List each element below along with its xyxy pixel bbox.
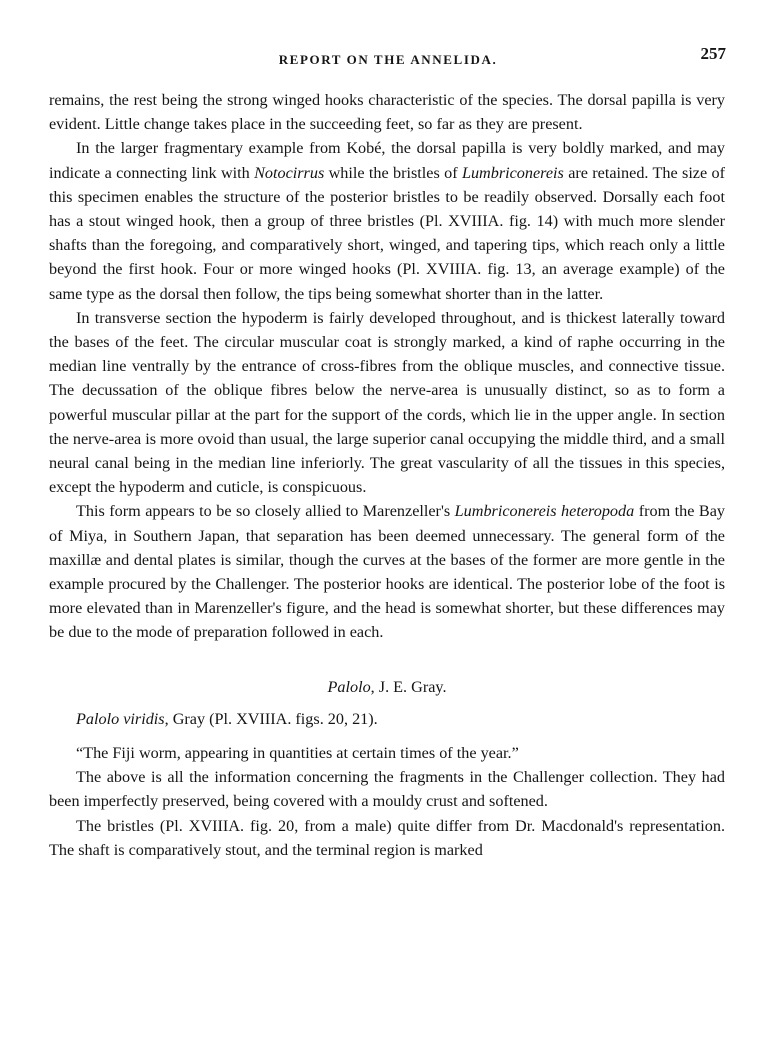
- taxon-lumbriconereis: Lumbriconereis: [461, 163, 564, 182]
- taxon-lumbriconereis-heteropoda: Lumbriconereis heteropoda: [454, 502, 635, 521]
- species-reference: , Gray (Pl. XVIIIA. figs. 20, 21).: [164, 709, 378, 728]
- species-name: Palolo viridis: [76, 709, 165, 728]
- genus-name: Palolo: [327, 677, 371, 696]
- page-header: [0, 44, 776, 70]
- taxon-notocirrus: Notocirrus: [254, 163, 325, 182]
- paragraph-collection-note: The above is all the information concerning the fragments in the Challenger collection. They had been imperfectly preserved, being covered with a mouldy crust and softened.: [49, 768, 725, 811]
- paragraph-transverse-section: In transverse section the hypoderm is fairly developed throughout, and is thickest laterally toward the bases of the feet. The circular muscular coat is strongly marked, a kind of raphe occurring in the median line ventrally by the entrance of cross-fibres from the oblique muscles, and connective tissue. The decussation of the oblique fibres below the nerve-area is unusually distinct, so as to form a powerful muscular pillar at the part for the support of the cords, which lie in the upper angle. In section the nerve-area is more ovoid than usual, the large superior canal occupying the middle third, and a small neural canal being in the median line inferiorly. The great vascularity of all the tissues in this species, except the hypoderm and cuticle, is conspicuous.: [49, 308, 725, 497]
- page-number: 257: [700, 44, 726, 63]
- paragraph-kobe-example: [49, 136, 725, 305]
- paragraph-continuation: remains, the rest being the strong winged hooks characteristic of the species. The dorsal papilla is very evident. Little change takes place in the succeeding feet, so far as they are present.: [49, 91, 725, 134]
- paragraph-bristles: The bristles (Pl. XVIIIA. fig. 20, from a male) quite differ from Dr. Macdonald's representation. The shaft is comparatively stout, and the terminal region is marked: [49, 816, 725, 859]
- running-head: REPORT ON THE ANNELIDA.: [278, 52, 498, 67]
- page-body: [49, 88, 725, 862]
- species-heading: [49, 707, 725, 731]
- text-segment: are retained. The size of this specimen enables the structure of the posterior bristles to be readily observed. Dorsally each foot has a stout winged hook, then a group of three bristles (Pl. XVIIIA. fig. 14) with much more slender shafts than the foregoing, and comparatively short, winged, and tapering tips, which reach only a little beyond the first hook. Four or more winged hooks (Pl. XVIIIA. fig. 13, an average example) of the same type as the dorsal then follow, the tips being somewhat shorter than in the latter.: [49, 163, 726, 303]
- quotation: “The Fiji worm, appearing in quantities at certain times of the year.”: [76, 744, 519, 763]
- genus-author: , J. E. Gray.: [370, 677, 447, 696]
- text-segment: while the bristles of: [324, 163, 462, 182]
- text-segment: In the larger fragmentary example from Kobé, the dorsal papilla is very boldly marked, and may indicate a connecting link with: [49, 139, 725, 182]
- text-segment: This form appears to be so closely allied to Marenzeller's: [76, 502, 455, 521]
- text-segment: from the Bay of Miya, in Southern Japan, that separation has been deemed unnecessary. The general form of the maxillæ and dental plates is similar, though the curves at the bases of the former are more gentle in the example procured by the Challenger. The posterior hooks are identical. The posterior lobe of the foot is more elevated than in Marenzeller's figure, and the head is somewhat shorter, but these differences may be due to the mode of preparation followed in each.: [49, 502, 725, 642]
- genus-heading: [49, 675, 725, 699]
- paragraph-comparison: [49, 499, 725, 644]
